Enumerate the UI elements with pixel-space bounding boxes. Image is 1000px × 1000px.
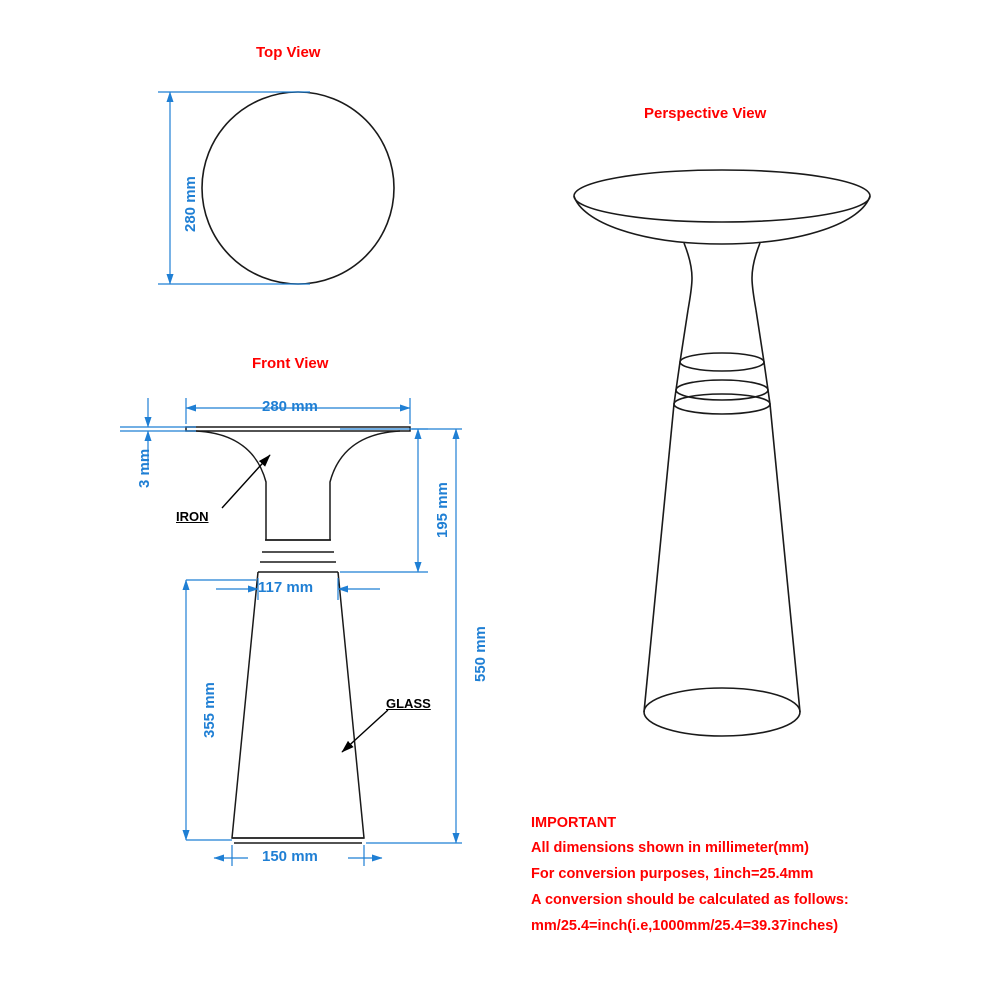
dimension-neck-width: 117 mm: [258, 579, 314, 596]
front-view-title: Front View: [252, 355, 329, 372]
front-dimension-3: [120, 398, 196, 468]
material-label-glass: GLASS: [386, 696, 431, 711]
dimension-upper-height: 195 mm: [434, 482, 451, 538]
perspective-view-title: Perspective View: [644, 105, 767, 122]
glass-leader-line: [342, 710, 388, 752]
note-line-2: For conversion purposes, 1inch=25.4mm: [531, 866, 814, 882]
dimension-lower-height: 355 mm: [201, 682, 218, 738]
note-line-4: mm/25.4=inch(i.e,1000mm/25.4=39.37inches): [531, 918, 839, 934]
note-line-1: All dimensions shown in millimeter(mm): [531, 840, 809, 856]
note-line-3: A conversion should be calculated as follows:: [531, 892, 849, 908]
dimension-top-thickness: 3 mm: [136, 448, 153, 488]
top-view-dimension-280: [158, 92, 310, 284]
front-dimension-195: [340, 429, 428, 572]
top-view-title: Top View: [256, 44, 321, 61]
top-view-geometry: [202, 92, 394, 284]
dimension-base-width: 150 mm: [262, 848, 318, 865]
note-heading: IMPORTANT: [531, 815, 617, 831]
dimension-front-top-width: 280 mm: [262, 398, 318, 415]
perspective-view-geometry: [574, 170, 870, 736]
dimension-top-diameter: 280 mm: [182, 176, 199, 232]
front-view-geometry: [186, 427, 410, 843]
material-label-iron: IRON: [176, 509, 209, 524]
front-dimension-355: [186, 580, 256, 840]
dimension-overall-height: 550 mm: [472, 626, 489, 682]
iron-leader-line: [222, 455, 270, 508]
